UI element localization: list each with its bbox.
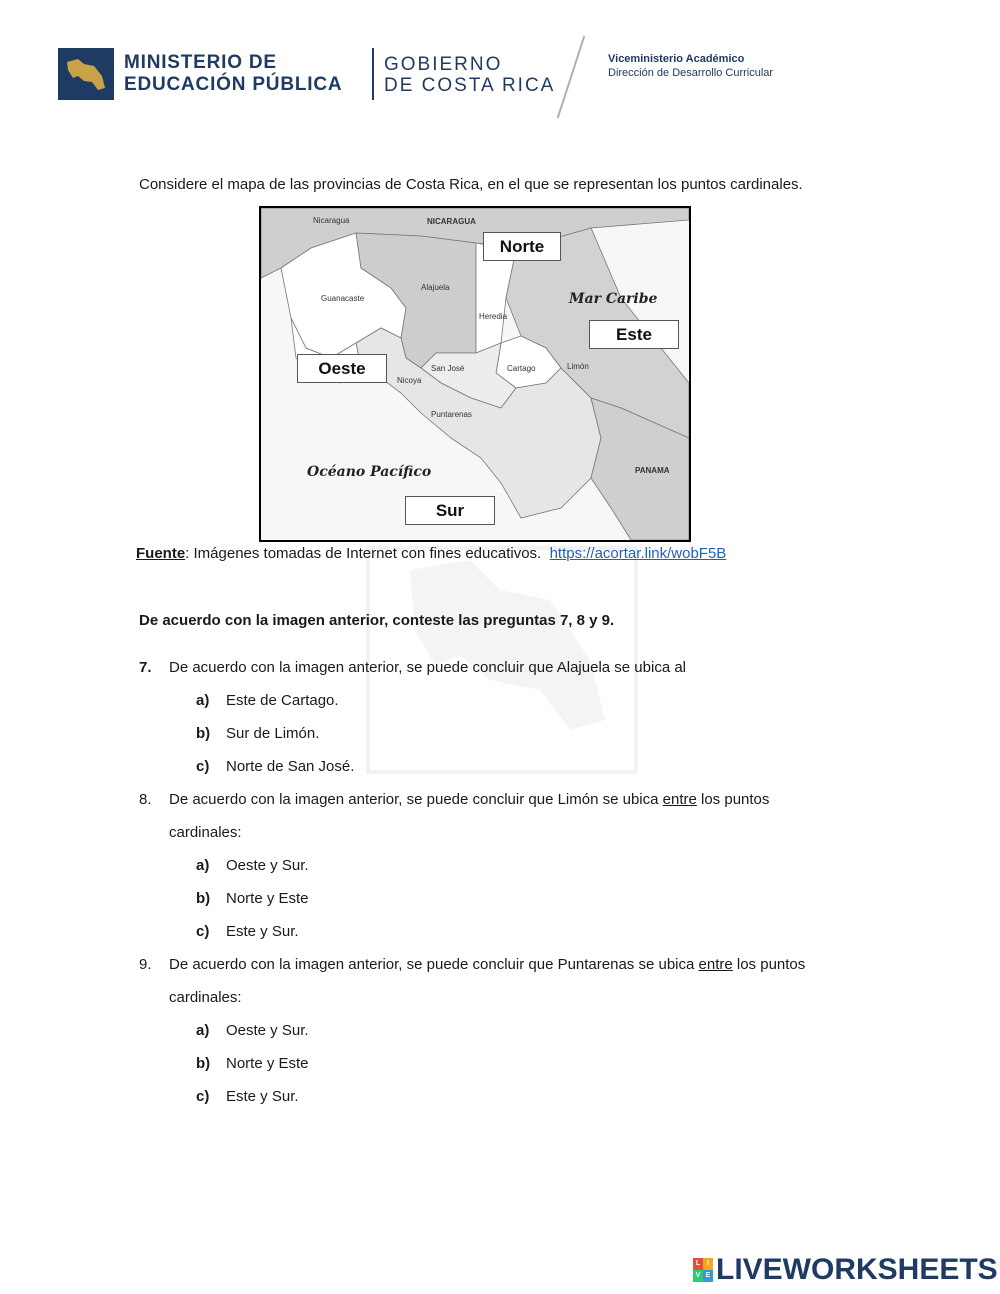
- header-slash-divider: [557, 36, 585, 118]
- ministry-line1: MINISTERIO DE: [124, 52, 277, 73]
- costa-rica-map: [259, 206, 691, 542]
- logo-letter: I: [703, 1258, 713, 1270]
- source-link[interactable]: https://acortar.link/wobF5B: [549, 545, 727, 562]
- option-letter: c): [196, 1088, 210, 1105]
- option-letter: b): [196, 1055, 211, 1072]
- question-continuation: cardinales:: [169, 989, 242, 1006]
- map-label-san-jose: San José: [431, 364, 465, 373]
- map-label-cartago: Cartago: [507, 364, 536, 373]
- question-text-end: los puntos: [696, 791, 770, 808]
- option-letter: a): [196, 857, 210, 874]
- vice-ministry-subtitle: Dirección de Desarrollo Curricular: [608, 67, 774, 79]
- option-letter: a): [196, 692, 210, 709]
- option-text: Norte de San José.: [226, 758, 355, 775]
- question-text: De acuerdo con la imagen anterior, se puede concluir que Puntarenas se ubica: [169, 956, 699, 973]
- question-underlined: entre: [698, 956, 733, 973]
- map-label-nicoya: Nicoya: [397, 376, 422, 385]
- cardinal-west-label: Oeste: [297, 354, 387, 383]
- option-item[interactable]: [196, 692, 339, 709]
- option-text: Norte y Este: [226, 1055, 309, 1072]
- option-text: Este y Sur.: [226, 1088, 299, 1105]
- option-item[interactable]: [196, 890, 309, 907]
- map-label-panama: PANAMA: [635, 466, 670, 475]
- questions-heading: De acuerdo con la imagen anterior, conteste las preguntas 7, 8 y 9.: [139, 612, 615, 629]
- question-8: [139, 791, 769, 808]
- question-9: [139, 956, 805, 973]
- vice-ministry-title: Viceministerio Académico: [608, 53, 745, 65]
- intro-text: Considere el mapa de las provincias de Costa Rica, en el que se representan los puntos cardinales.: [139, 176, 803, 193]
- gov-line2: DE COSTA RICA: [384, 75, 556, 96]
- option-item[interactable]: [196, 1055, 309, 1072]
- map-label-heredia: Heredia: [479, 312, 508, 321]
- question-text: De acuerdo con la imagen anterior, se puede concluir que Alajuela se ubica al: [169, 659, 687, 676]
- option-letter: c): [196, 758, 210, 775]
- map-label-oceano-pacifico: Océano Pacífico: [307, 464, 432, 480]
- question-7: [139, 659, 686, 676]
- option-text: Oeste y Sur.: [226, 857, 309, 874]
- question-number: 7.: [139, 659, 152, 676]
- option-text: Norte y Este: [226, 890, 309, 907]
- option-item[interactable]: [196, 758, 354, 775]
- map-label-nicaragua-lake: Nicaragua: [313, 216, 350, 225]
- source-line: [136, 545, 726, 562]
- option-item[interactable]: [196, 1022, 309, 1039]
- logo-letter: E: [703, 1270, 713, 1282]
- cardinal-east-label: Este: [589, 320, 679, 349]
- question-continuation: cardinales:: [169, 824, 242, 841]
- option-item[interactable]: [196, 923, 299, 940]
- option-letter: a): [196, 1022, 210, 1039]
- option-letter: b): [196, 725, 211, 742]
- question-text-end: los puntos: [732, 956, 806, 973]
- option-text: Este y Sur.: [226, 923, 299, 940]
- source-label: Fuente: [136, 545, 186, 562]
- option-letter: b): [196, 890, 211, 907]
- question-underlined: entre: [662, 791, 697, 808]
- option-text: Este de Cartago.: [226, 692, 339, 709]
- liveworksheets-logo-icon: [693, 1258, 713, 1282]
- question-number: 9.: [139, 956, 152, 973]
- header-divider: [372, 48, 374, 100]
- option-text: Sur de Limón.: [226, 725, 320, 742]
- map-label-mar-caribe: Mar Caribe: [569, 291, 658, 307]
- option-letter: c): [196, 923, 210, 940]
- government-name: [384, 54, 555, 96]
- option-text: Oeste y Sur.: [226, 1022, 309, 1039]
- question-text: De acuerdo con la imagen anterior, se puede concluir que Limón se ubica: [169, 791, 663, 808]
- option-item[interactable]: [196, 725, 319, 742]
- source-text: : Imágenes tomadas de Internet con fines educativos.: [185, 545, 542, 562]
- option-item[interactable]: [196, 1088, 299, 1105]
- costa-rica-map-icon: [64, 54, 108, 94]
- question-number: 8.: [139, 791, 152, 808]
- gov-line1: GOBIERNO: [384, 54, 503, 75]
- ministry-name: [124, 52, 342, 96]
- cardinal-south-label: Sur: [405, 496, 495, 525]
- ministry-logo: [58, 48, 114, 100]
- liveworksheets-brand[interactable]: LIVEWORKSHEETS: [716, 1253, 998, 1286]
- option-item[interactable]: [196, 857, 309, 874]
- ministry-line2: EDUCACIÓN PÚBLICA: [124, 74, 343, 95]
- logo-letter: L: [693, 1258, 703, 1270]
- logo-letter: V: [693, 1270, 703, 1282]
- map-label-nicaragua: NICARAGUA: [427, 217, 476, 226]
- map-label-guanacaste: Guanacaste: [321, 294, 365, 303]
- cardinal-north-label: Norte: [483, 232, 561, 261]
- map-label-alajuela: Alajuela: [421, 283, 450, 292]
- map-label-limon: Limón: [567, 362, 589, 371]
- map-label-puntarenas: Puntarenas: [431, 410, 472, 419]
